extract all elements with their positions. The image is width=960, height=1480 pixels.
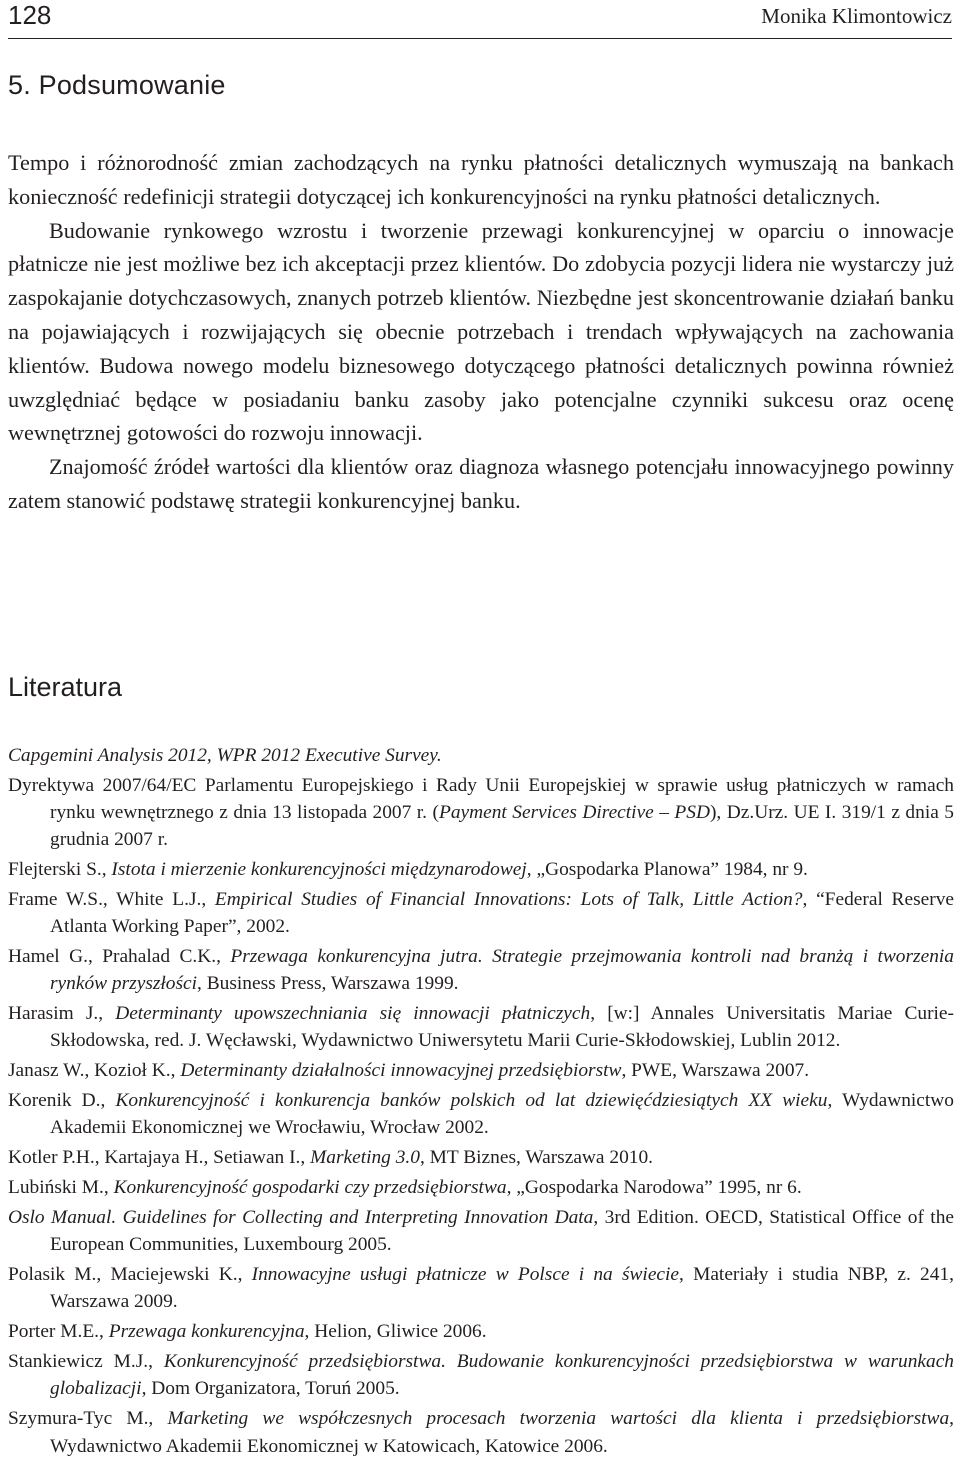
summary-paragraph: Tempo i różnorodność zmian zachodzących na rynku płatności detalicznych wymuszają na bankach konieczność redefinicji strategii dotyczącej ich konkurencyjności na rynku płatności detalicznych.	[8, 150, 954, 209]
bibliography-entry	[8, 1348, 954, 1402]
entry-text: , Helion, Gliwice 2006.	[304, 1321, 487, 1343]
entry-text: , „Gospodarka Narodowa” 1995, nr 6.	[506, 1177, 802, 1199]
entry-title: Empirical Studies of Financial Innovations: Lots of Talk, Little Action?	[214, 889, 803, 911]
bibliography-entry	[8, 1144, 954, 1171]
section-title: 5. Podsumowanie	[8, 70, 226, 100]
entry-title: Konkurencyjność i konkurencja banków polskich od lat dziewięćdziesiątych XX wieku	[115, 1090, 828, 1112]
entry-text: Szymura-Tyc M.,	[8, 1408, 168, 1430]
entry-text: Dyrektywa 2007/64/EC Parlamentu Europejskiego i Rady Unii Europejskiej w sprawie usług płatniczych w ramach rynku wewnętrznego z dnia 13 listopada 2007 r. (	[8, 774, 954, 824]
summary-paragraph: Budowanie rynkowego wzrostu i tworzenie przewagi konkurencyjnej w oparciu o innowacje płatnicze nie jest możliwe bez ich akceptacji przez klientów. Do zdobycia pozycji lidera nie wystarczy już zaspokajanie dotychczasowych, znanych potrzeb klientów. Niezbędne jest skoncentrowanie działań banku na pojawiających i rozwijających się obecnie potrzebach i trendach wpływających na zachowania klientów. Budowa nowego modelu biznesowego dotyczącego płatności detalicznych powinna również uwzględniać będące w posiadaniu banku zasoby jako potencjalne czynniki sukcesu oraz ocenę wewnętrznej gotowości do rozwoju innowacji.	[8, 217, 954, 446]
bibliography-entry	[8, 1405, 954, 1459]
entry-title: Konkurencyjność gospodarki czy przedsiębiorstwa	[113, 1177, 507, 1199]
entry-title: Payment Services Directive – PSD	[438, 802, 710, 824]
entry-title: Konkurencyjność przedsiębiorstwa. Budowanie konkurencyjności przedsiębiorstwa w warunkach globalizacji	[50, 1351, 955, 1400]
bibliography-list	[8, 742, 954, 1462]
entry-text: , „Gospodarka Planowa” 1984, nr 9.	[526, 859, 808, 881]
entry-title: Capgemini Analysis 2012, WPR 2012 Executive Survey.	[8, 745, 442, 766]
entry-text: , “Federal Reserve Atlanta Working Paper”, 2002.	[50, 889, 955, 938]
entry-text: Janasz W., Kozioł K.,	[8, 1060, 181, 1082]
entry-text: , Materiały i studia NBP, z. 241, Warszawa 2009.	[50, 1264, 954, 1313]
entry-text: Harasim J.,	[8, 1003, 116, 1025]
entry-text: ), Dz.Urz. UE I. 319/1 z dnia 5 grudnia 2007 r.	[50, 802, 954, 851]
entry-text: Stankiewicz M.J.,	[8, 1351, 164, 1373]
entry-text: , MT Biznes, Warszawa 2010.	[419, 1147, 654, 1169]
entry-text: Frame W.S., White L.J.,	[8, 889, 215, 911]
entry-title: Przewaga konkurencyjna jutra. Strategie przejmowania kontroli nad branżą i tworzenia rynków przyszłości	[50, 946, 954, 995]
entry-title: Przewaga konkurencyjna	[108, 1321, 305, 1343]
entry-text: Hamel G., Prahalad C.K.,	[8, 946, 231, 968]
summary-body	[8, 146, 954, 518]
running-head-author: Monika Klimontowicz	[761, 4, 952, 28]
entry-text: , Dom Organizatora, Toruń 2005.	[141, 1378, 400, 1400]
entry-text: Flejterski S.,	[8, 859, 112, 881]
entry-text: , [w:] Annales Universitatis Mariae Curie-Skłodowska, red. J. Węcławski, Wydawnictwo Uniwersytetu Marii Curie-Skłodowskiej, Lublin 2012.	[50, 1003, 954, 1052]
entry-title: Determinanty działalności innowacyjnej przedsiębiorstw	[180, 1060, 622, 1082]
entry-title: Marketing 3.0	[310, 1147, 420, 1169]
running-header	[8, 0, 952, 39]
entry-title: Innowacyjne usługi płatnicze w Polsce i na świecie	[251, 1264, 680, 1286]
entry-title: Determinanty upowszechniania się innowacji płatniczych	[115, 1003, 591, 1025]
bibliography-entry	[8, 1318, 954, 1345]
entry-text: Porter M.E.,	[8, 1321, 109, 1343]
bibliography-entry	[8, 943, 954, 997]
entry-text: , Wydawnictwo Akademii Ekonomicznej w Katowicach, Katowice 2006.	[50, 1408, 954, 1457]
entry-text: Polasik M., Maciejewski K.,	[8, 1264, 252, 1286]
bibliography-entry	[8, 1000, 954, 1054]
entry-text: Kotler P.H., Kartajaya H., Setiawan I.,	[8, 1147, 311, 1169]
entry-text: Korenik D.,	[8, 1090, 116, 1112]
page-number: 128	[8, 0, 52, 30]
bibliography-entry	[8, 742, 954, 769]
literature-title: Literatura	[8, 672, 123, 702]
entry-text: , Wydawnictwo Akademii Ekonomicznej we Wrocławiu, Wrocław 2002.	[50, 1090, 954, 1139]
bibliography-entry	[8, 1261, 954, 1315]
entry-title: Marketing we współczesnych procesach tworzenia wartości dla klienta i przedsiębiorstwa	[167, 1408, 950, 1430]
bibliography-entry	[8, 772, 954, 854]
entry-text: Lubiński M.,	[8, 1177, 114, 1199]
entry-text: , PWE, Warszawa 2007.	[621, 1060, 810, 1082]
entry-text: , 3rd Edition. OECD, Statistical Office of the European Communities, Luxembourg 2005.	[50, 1207, 954, 1256]
bibliography-entry	[8, 1174, 954, 1201]
summary-paragraph: Znajomość źródeł wartości dla klientów oraz diagnoza własnego potencjału innowacyjnego powinny zatem stanowić podstawę strategii konkurencyjnej banku.	[8, 454, 954, 513]
entry-text: , Business Press, Warszawa 1999.	[197, 973, 459, 995]
bibliography-entry	[8, 856, 954, 883]
bibliography-entry	[8, 1204, 954, 1258]
bibliography-entry	[8, 1057, 954, 1084]
entry-title: Istota i mierzenie konkurencyjności międzynarodowej	[111, 859, 527, 881]
entry-title: Oslo Manual. Guidelines for Collecting and Interpreting Innovation Data	[8, 1207, 594, 1229]
bibliography-entry	[8, 1087, 954, 1141]
bibliography-entry	[8, 886, 954, 940]
